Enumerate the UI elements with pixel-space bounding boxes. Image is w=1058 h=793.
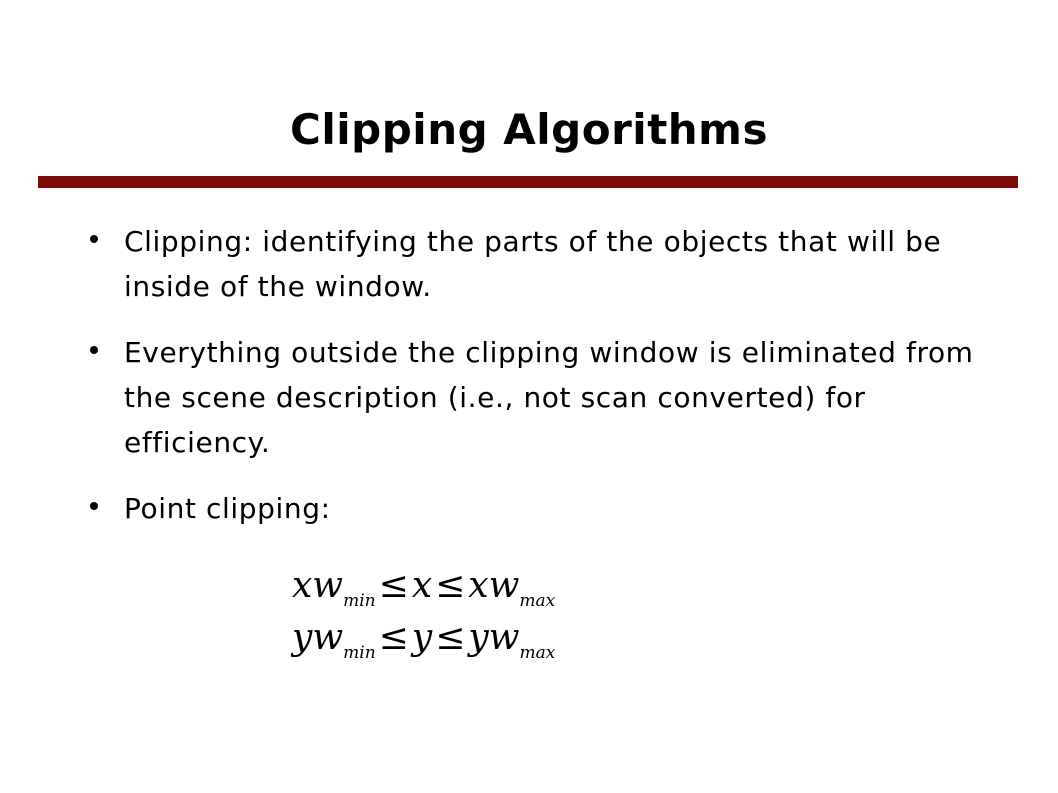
bullet-dot-icon xyxy=(90,235,98,243)
formula-y-bounds xyxy=(292,612,555,664)
title-underline-bar xyxy=(38,176,1018,188)
formula-left-term: yw xyxy=(292,617,344,658)
bullet-text: Point clipping: xyxy=(124,492,331,525)
formula-right-subscript: max xyxy=(519,591,556,611)
formula-left-term: xw xyxy=(292,565,344,606)
formula-operator: ≤ xyxy=(435,617,466,658)
formula-right-subscript: max xyxy=(519,643,556,663)
formula-operator: ≤ xyxy=(435,565,466,606)
bullet-item xyxy=(90,330,990,465)
formula-variable: x xyxy=(411,565,433,606)
bullet-item xyxy=(90,486,990,531)
slide-title: Clipping Algorithms xyxy=(290,105,768,154)
bullet-text: Clipping: identifying the parts of the objects that will be inside of the window. xyxy=(124,225,942,303)
formula-operator: ≤ xyxy=(378,617,409,658)
formula-variable: y xyxy=(411,617,433,658)
bullet-item xyxy=(90,219,990,309)
formula-right-term: xw xyxy=(468,565,520,606)
bullet-text: Everything outside the clipping window is eliminated from the scene description (i.e., not scan converted) for efficiency. xyxy=(124,336,974,459)
bullet-list xyxy=(90,219,990,552)
point-clipping-formulas xyxy=(292,560,555,664)
bullet-dot-icon xyxy=(90,502,98,510)
formula-operator: ≤ xyxy=(378,565,409,606)
formula-right-term: yw xyxy=(468,617,520,658)
bullet-dot-icon xyxy=(90,346,98,354)
formula-left-subscript: min xyxy=(343,643,376,663)
formula-left-subscript: min xyxy=(343,591,376,611)
formula-x-bounds xyxy=(292,560,555,612)
